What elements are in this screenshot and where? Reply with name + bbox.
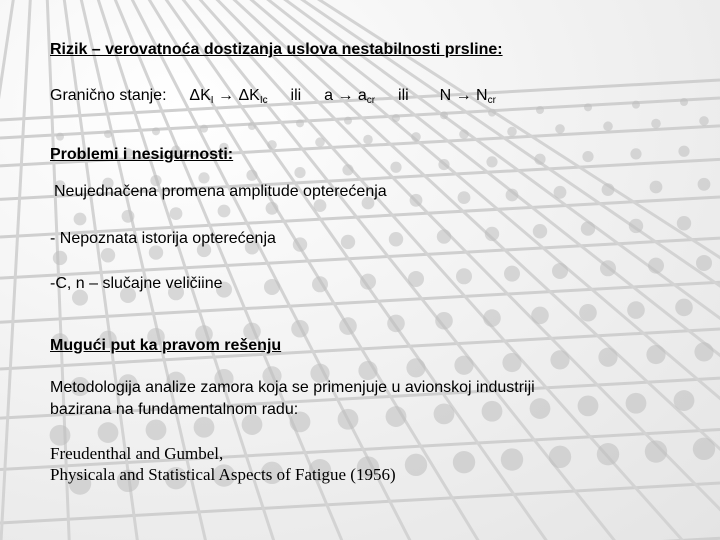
a-to-acr: $a \to a_{cr}$ (324, 87, 376, 106)
limit-state-label: Granično stanje: (50, 87, 167, 104)
problem-item-1: Neujednačena promena amplitude opterećenja (54, 183, 387, 200)
methodology-line-2: bazirana na fundamentalnom radu: (50, 401, 299, 418)
arrow: → (218, 87, 235, 104)
reference-line-1: Freudenthal and Gumbel, (50, 444, 224, 463)
or-1: ili (290, 87, 302, 104)
problem-item-3: -C, n – slučajne veličiine (50, 275, 223, 292)
methodology-line-1: Metodologija analize zamora koja se primenjuje u avionskoj industriji (50, 379, 535, 396)
delta-k-i: $\Delta K_I$ (189, 87, 214, 106)
limit-state-line (50, 86, 496, 111)
n-to-ncr: $N \to N_{cr}$ (439, 87, 496, 106)
problems-heading: Problemi i nesigurnosti: (50, 146, 234, 163)
risk-heading: Rizik – verovatnoća dostizanja uslova nestabilnosti prsline: (50, 41, 503, 58)
problem-item-2: - Nepoznata istorija opterećenja (50, 230, 276, 247)
or-2: ili (398, 87, 409, 104)
delta-k-ic: $\Delta K_{Ic}$ (238, 87, 268, 106)
reference-line-2: Physicala and Statistical Aspects of Fatigue (1956) (50, 465, 396, 484)
path-heading: Mugući put ka pravom rešenju (50, 337, 282, 354)
